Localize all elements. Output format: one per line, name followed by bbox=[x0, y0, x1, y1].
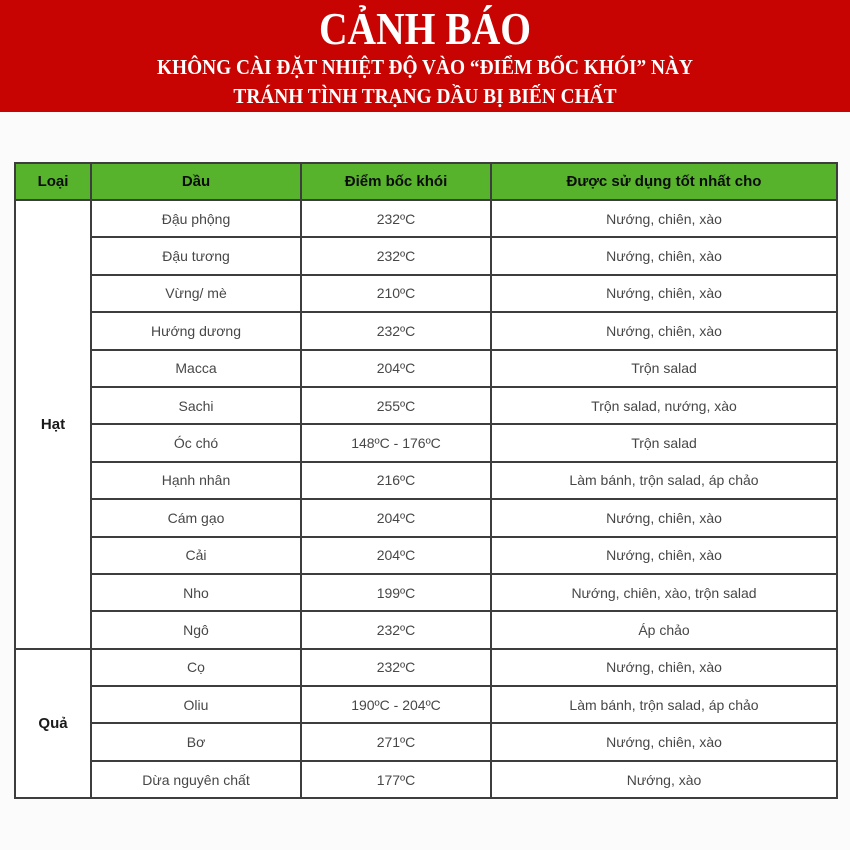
oil-type-group-cell: Quả bbox=[15, 649, 91, 799]
smoke-point-cell: 204ºC bbox=[301, 350, 491, 387]
best-use-cell: Nướng, chiên, xào bbox=[491, 499, 837, 536]
table-row bbox=[15, 686, 837, 723]
table-row bbox=[15, 499, 837, 536]
table-row bbox=[15, 723, 837, 760]
warning-banner bbox=[0, 0, 850, 112]
oil-name-cell: Hướng dương bbox=[91, 312, 301, 349]
table-header-row bbox=[15, 163, 837, 200]
oil-name-cell: Cọ bbox=[91, 649, 301, 686]
oil-name-cell: Dừa nguyên chất bbox=[91, 761, 301, 798]
oil-name-cell: Đậu tương bbox=[91, 237, 301, 274]
table-row bbox=[15, 312, 837, 349]
smoke-point-cell: 216ºC bbox=[301, 462, 491, 499]
best-use-cell: Làm bánh, trộn salad, áp chảo bbox=[491, 686, 837, 723]
best-use-cell: Nướng, chiên, xào bbox=[491, 275, 837, 312]
smoke-point-cell: 199ºC bbox=[301, 574, 491, 611]
table-row bbox=[15, 350, 837, 387]
banner-subtitle-line1: KHÔNG CÀI ĐẶT NHIỆT ĐỘ VÀO “ĐIỂM BỐC KHÓI” NÀY bbox=[157, 55, 693, 80]
smoke-point-cell: 255ºC bbox=[301, 387, 491, 424]
best-use-cell: Trộn salad, nướng, xào bbox=[491, 387, 837, 424]
best-use-cell: Nướng, chiên, xào bbox=[491, 649, 837, 686]
table-row bbox=[15, 462, 837, 499]
best-use-cell: Nướng, chiên, xào bbox=[491, 537, 837, 574]
smoke-point-cell: 232ºC bbox=[301, 237, 491, 274]
table-row bbox=[15, 387, 837, 424]
table-row bbox=[15, 237, 837, 274]
smoke-point-cell: 232ºC bbox=[301, 611, 491, 648]
oil-name-cell: Cải bbox=[91, 537, 301, 574]
smoke-point-cell: 204ºC bbox=[301, 537, 491, 574]
best-use-cell: Nướng, chiên, xào bbox=[491, 723, 837, 760]
smoke-point-cell: 177ºC bbox=[301, 761, 491, 798]
smoke-point-cell: 232ºC bbox=[301, 200, 491, 237]
table-row bbox=[15, 761, 837, 798]
oil-type-group-cell: Hạt bbox=[15, 200, 91, 649]
oil-name-cell: Macca bbox=[91, 350, 301, 387]
oil-name-cell: Sachi bbox=[91, 387, 301, 424]
best-use-cell: Làm bánh, trộn salad, áp chảo bbox=[491, 462, 837, 499]
smoke-point-cell: 204ºC bbox=[301, 499, 491, 536]
table-row bbox=[15, 611, 837, 648]
oil-name-cell: Đậu phộng bbox=[91, 200, 301, 237]
oil-name-cell: Nho bbox=[91, 574, 301, 611]
table-row bbox=[15, 275, 837, 312]
best-use-cell: Nướng, chiên, xào bbox=[491, 237, 837, 274]
table-body bbox=[15, 200, 837, 798]
smoke-point-cell: 148ºC - 176ºC bbox=[301, 424, 491, 461]
smoke-point-cell: 271ºC bbox=[301, 723, 491, 760]
best-use-cell: Áp chảo bbox=[491, 611, 837, 648]
best-use-cell: Nướng, chiên, xào bbox=[491, 200, 837, 237]
table-row bbox=[15, 537, 837, 574]
best-use-cell: Trộn salad bbox=[491, 424, 837, 461]
best-use-cell: Trộn salad bbox=[491, 350, 837, 387]
best-use-cell: Nướng, xào bbox=[491, 761, 837, 798]
best-use-cell: Nướng, chiên, xào bbox=[491, 312, 837, 349]
table-row bbox=[15, 574, 837, 611]
header-type: Loại bbox=[15, 163, 91, 200]
smoke-point-cell: 210ºC bbox=[301, 275, 491, 312]
header-best-use: Được sử dụng tốt nhất cho bbox=[491, 163, 837, 200]
oil-name-cell: Hạnh nhân bbox=[91, 462, 301, 499]
smoke-point-cell: 232ºC bbox=[301, 312, 491, 349]
header-oil: Dầu bbox=[91, 163, 301, 200]
table-row bbox=[15, 424, 837, 461]
table-row bbox=[15, 200, 837, 237]
header-smoke-point: Điểm bốc khói bbox=[301, 163, 491, 200]
best-use-cell: Nướng, chiên, xào, trộn salad bbox=[491, 574, 837, 611]
oil-name-cell: Vừng/ mè bbox=[91, 275, 301, 312]
oil-smoke-point-table bbox=[14, 162, 838, 799]
banner-subtitle-line2: TRÁNH TÌNH TRẠNG DẦU BỊ BIẾN CHẤT bbox=[233, 83, 617, 108]
oil-name-cell: Oliu bbox=[91, 686, 301, 723]
oil-smoke-point-table-container bbox=[14, 162, 836, 799]
banner-title: CẢNH BÁO bbox=[318, 3, 532, 54]
table-row bbox=[15, 649, 837, 686]
oil-name-cell: Cám gạo bbox=[91, 499, 301, 536]
smoke-point-cell: 190ºC - 204ºC bbox=[301, 686, 491, 723]
oil-name-cell: Ngô bbox=[91, 611, 301, 648]
oil-name-cell: Bơ bbox=[91, 723, 301, 760]
smoke-point-cell: 232ºC bbox=[301, 649, 491, 686]
oil-name-cell: Óc chó bbox=[91, 424, 301, 461]
